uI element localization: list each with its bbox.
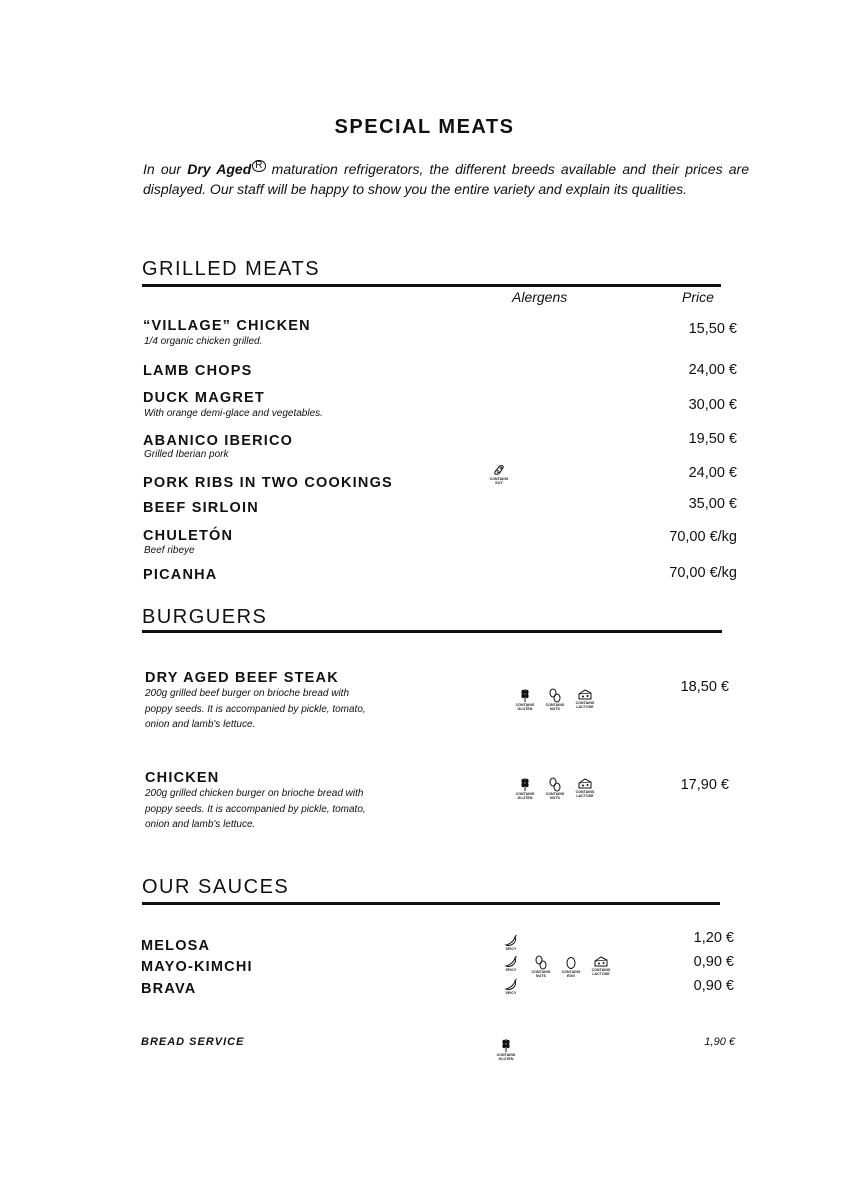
menu-item-description: 200g grilled chicken burger on brioche bread with poppy seeds. It is accompanied by pickle, tomato, onion and lamb's lettuce.	[145, 788, 366, 830]
menu-item-name: LAMB CHOPS	[143, 363, 253, 379]
menu-item-price: 0,90 €	[693, 954, 734, 970]
section-divider	[142, 902, 720, 905]
allergen-label: CONTAINS SOY	[489, 477, 509, 485]
spicy-icon: SPICY	[498, 955, 524, 978]
menu-item-price: 35,00 €	[688, 496, 737, 512]
menu-item-name: BRAVA	[141, 981, 197, 997]
menu-item-name: BEEF SIRLOIN	[143, 500, 259, 516]
menu-item-price: 24,00 €	[688, 362, 737, 378]
page-title: SPECIAL MEATS	[334, 116, 515, 138]
lactose-icon: CONTAINS LACTOSE	[588, 955, 614, 978]
soy-allergen-icon	[486, 463, 512, 485]
intro-text: In our Dry Aged $^R$ maturation refrigerators, the different breeds available and their prices are displayed. Our staff will be happy to show you the entire variety and explain its qualities.	[143, 160, 749, 197]
menu-item-price: 17,90 €	[680, 777, 729, 793]
menu-item-description: Grilled Iberian pork	[144, 449, 229, 460]
menu-item-price: 30,00 €	[688, 397, 737, 413]
lactose-icon: CONTAINS LACTOSE	[572, 688, 598, 711]
menu-item-name: CHULETÓN	[143, 528, 234, 544]
section-divider	[142, 284, 721, 287]
menu-item-description: 200g grilled beef burger on brioche bread with poppy seeds. It is accompanied by pickle, tomato, onion and lamb's lettuce.	[145, 688, 366, 730]
price-column-header: Price	[682, 289, 714, 305]
menu-item-price: 15,50 €	[688, 321, 737, 337]
nuts-icon: CONTAINS NUTS	[542, 777, 568, 800]
menu-item-price: 24,00 €	[688, 465, 737, 481]
menu-item-name: DRY AGED BEEF STEAK	[145, 670, 339, 686]
menu-item-description: With orange demi-glace and vegetables.	[144, 408, 323, 419]
menu-item-description: 1/4 organic chicken grilled.	[144, 336, 263, 347]
menu-item-name: “VILLAGE” CHICKEN	[143, 318, 311, 334]
menu-item-price: 18,50 €	[680, 679, 729, 695]
menu-item-price: 70,00 €/kg	[669, 529, 737, 545]
section-grilled-meats: GRILLED MEATS	[142, 258, 321, 280]
nuts-icon: CONTAINS NUTS	[528, 955, 554, 978]
section-burgers: BURGUERS	[142, 606, 268, 628]
menu-item-name: PICANHA	[143, 567, 218, 583]
registered-mark: R	[252, 160, 265, 172]
allergen-icons	[512, 777, 598, 800]
menu-item-price: 70,00 €/kg	[669, 565, 737, 581]
dry-aged-label: Dry Aged	[187, 161, 252, 177]
menu-item-name: ABANICO IBERICO	[143, 433, 294, 449]
menu-item-name: PORK RIBS IN TWO COOKINGS	[143, 475, 393, 491]
menu-item-name: MAYO-KIMCHI	[141, 959, 253, 975]
menu-item-name: DUCK MAGRET	[143, 390, 265, 406]
section-divider	[142, 630, 722, 633]
bread-service-label: BREAD SERVICE	[141, 1036, 245, 1048]
allergen-icons	[512, 688, 598, 711]
gluten-icon: CONTAINS GLUTEN	[512, 777, 538, 800]
gluten-icon: CONTAINS GLUTEN	[512, 688, 538, 711]
menu-item-price: 0,90 €	[693, 978, 734, 994]
spicy-icon: SPICY	[498, 978, 524, 995]
nuts-icon: CONTAINS NUTS	[542, 688, 568, 711]
bread-service-price: 1,90 €	[704, 1036, 735, 1048]
menu-item-price: 19,50 €	[688, 431, 737, 447]
section-sauces: OUR SAUCES	[142, 876, 290, 898]
menu-item-description: Beef ribeye	[144, 545, 195, 556]
spicy-icon: SPICY	[498, 934, 524, 951]
menu-item-name: CHICKEN	[145, 770, 220, 786]
egg-icon: CONTAINS EGG	[558, 955, 584, 978]
allergens-column-header: Alergens	[512, 289, 568, 305]
gluten-icon: CONTAINS GLUTEN	[493, 1038, 519, 1061]
menu-item-name: MELOSA	[141, 938, 211, 954]
menu-item-price: 1,20 €	[693, 930, 734, 946]
lactose-icon: CONTAINS LACTOSE	[572, 777, 598, 800]
allergen-icons	[498, 955, 614, 978]
